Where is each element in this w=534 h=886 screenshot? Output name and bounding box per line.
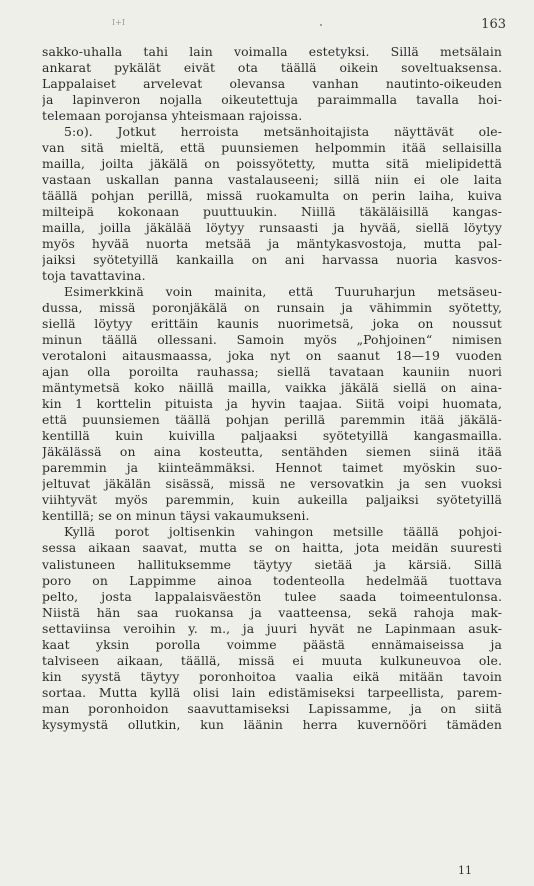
text-line: jeltuvat jäkälän sisässä, missä ne versovatkin ja sen vuoksi [42,476,502,492]
text-line: Lappalaiset arvelevat olevansa vanhan nautinto-oikeuden [42,76,502,92]
header-dot [320,24,322,26]
text-line: kin syystä täytyy poronhoitoa vaalia eikä mitään tavoin [42,668,502,684]
text-line: man poronhoidon saavuttamiseksi Lapissamme, ja on siitä [42,700,502,716]
text-line: sessa aikaan saavat, mutta se on haitta, jota meidän suuresti [42,540,502,556]
body-text [42,44,502,733]
text-line: Jäkälässä on aina kosteutta, sentähden siemen siinä itää [42,444,502,460]
text-line: verotaloni aitausmaassa, joka nyt on saanut 18—19 vuoden [42,348,502,364]
text-line: Kyllä porot joltisenkin vahingon metsille täällä pohjoi- [64,524,502,540]
text-line: sortaa. Mutta kyllä olisi lain edistämiseksi tarpeellista, parem- [42,684,502,700]
text-line: milteipä kokonaan puuttuukin. Niillä täkäläisillä kangas- [42,204,502,220]
text-line: valistuneen hallituksemme täytyy sietää ja kärsiä. Sillä [42,556,502,572]
text-line: settaviinsa veroihin y. m., ja juuri hyvät ne Lapinmaan asuk- [42,620,502,636]
text-line: Esimerkkinä voin mainita, että Tuuruharjun metsäseu- [64,284,502,300]
text-line: toja tavattavina. [42,268,146,284]
text-line: kin 1 korttelin pituista ja hyvin taajaa. Siitä voipi huomata, [42,396,502,412]
text-line: viihtyvät myös paremmin, kuin aukeilla paljaiksi syötetyillä [42,492,502,508]
text-line: kentillä; se on minun täysi vakaumukseni. [42,508,310,524]
text-line: Niistä hän saa ruokansa ja vaatteensa, sekä rahoja mak- [42,604,502,620]
text-line: talviseen aikaan, täällä, missä ei muuta kulkuneuvoa ole. [42,652,502,668]
text-line: ankarat pykälät eivät ota täällä oikein soveltuaksensa. [42,60,502,76]
text-line: dussa, missä poronjäkälä on runsain ja vähimmin syötetty, [42,300,502,316]
text-line: täällä pohjan perillä, missä ruokamulta on perin laiha, kuiva [42,188,502,204]
text-line: että puunsiemen täällä pohjan perillä paremmin itää jäkälä- [42,412,502,428]
text-line: telemaan porojansa yhteismaan rajoissa. [42,108,303,124]
text-line: mäntymetsä koko näillä mailla, vaikka jäkälä siellä on aina- [42,380,502,396]
text-line: poro on Lappimme ainoa todenteolla hedelmää tuottava [42,572,502,588]
text-line: mailla, joilla jäkälää löytyy runsaasti ja hyvää, siellä löytyy [42,220,502,236]
text-line: pelto, josta lappalaisväestön tulee saada toimeentulonsa. [42,588,502,604]
text-line: sakko-uhalla tahi lain voimalla estetyksi. Sillä metsälain [42,44,502,59]
text-line: kysymystä ollutkin, kun läänin herra kuvernööri tämäden [42,716,502,732]
text-line: mailla, joilta jäkälä on poissyötetty, mutta sitä mielipidettä [42,156,502,172]
text-line: vastaan uskallan panna vastalauseeni; sillä niin ei ole laita [42,172,502,188]
sheet-signature: 11 [458,864,472,877]
header-mark: I+I [112,18,126,27]
text-line: myös hyvää nuorta metsää ja mäntykasvostoja, mutta pal- [42,236,502,252]
text-line: ajan olla poroilta rauhassa; siellä tavataan kauniin nuori [42,364,502,380]
text-line: ja lapinveron nojalla oikeutettuja paraimmalla tavalla hoi- [42,92,502,108]
page-header [42,18,506,34]
page-number: 163 [481,17,506,32]
text-line: jaiksi syötetyillä kankailla on ani harvassa nuoria kasvos- [42,252,502,268]
text-line: paremmin ja kiinteämmäksi. Hennot taimet myöskin suo- [42,460,502,476]
text-line: kaat yksin porolla voimme päästä ennämaiseissa ja [42,636,502,652]
text-line: kentillä kuin kuivilla paljaaksi syötetyillä kangasmailla. [42,428,502,444]
text-line: 5:o). Jotkut herroista metsänhoitajista näyttävät ole- [64,124,502,140]
text-line: siellä löytyy erittäin kaunis nuorimetsä, joka on noussut [42,316,502,332]
text-line: minun täällä ollessani. Samoin myös „Pohjoinen“ nimisen [42,332,502,348]
text-line: van sitä mieltä, että puunsiemen helpommin itää sellaisilla [42,140,502,156]
